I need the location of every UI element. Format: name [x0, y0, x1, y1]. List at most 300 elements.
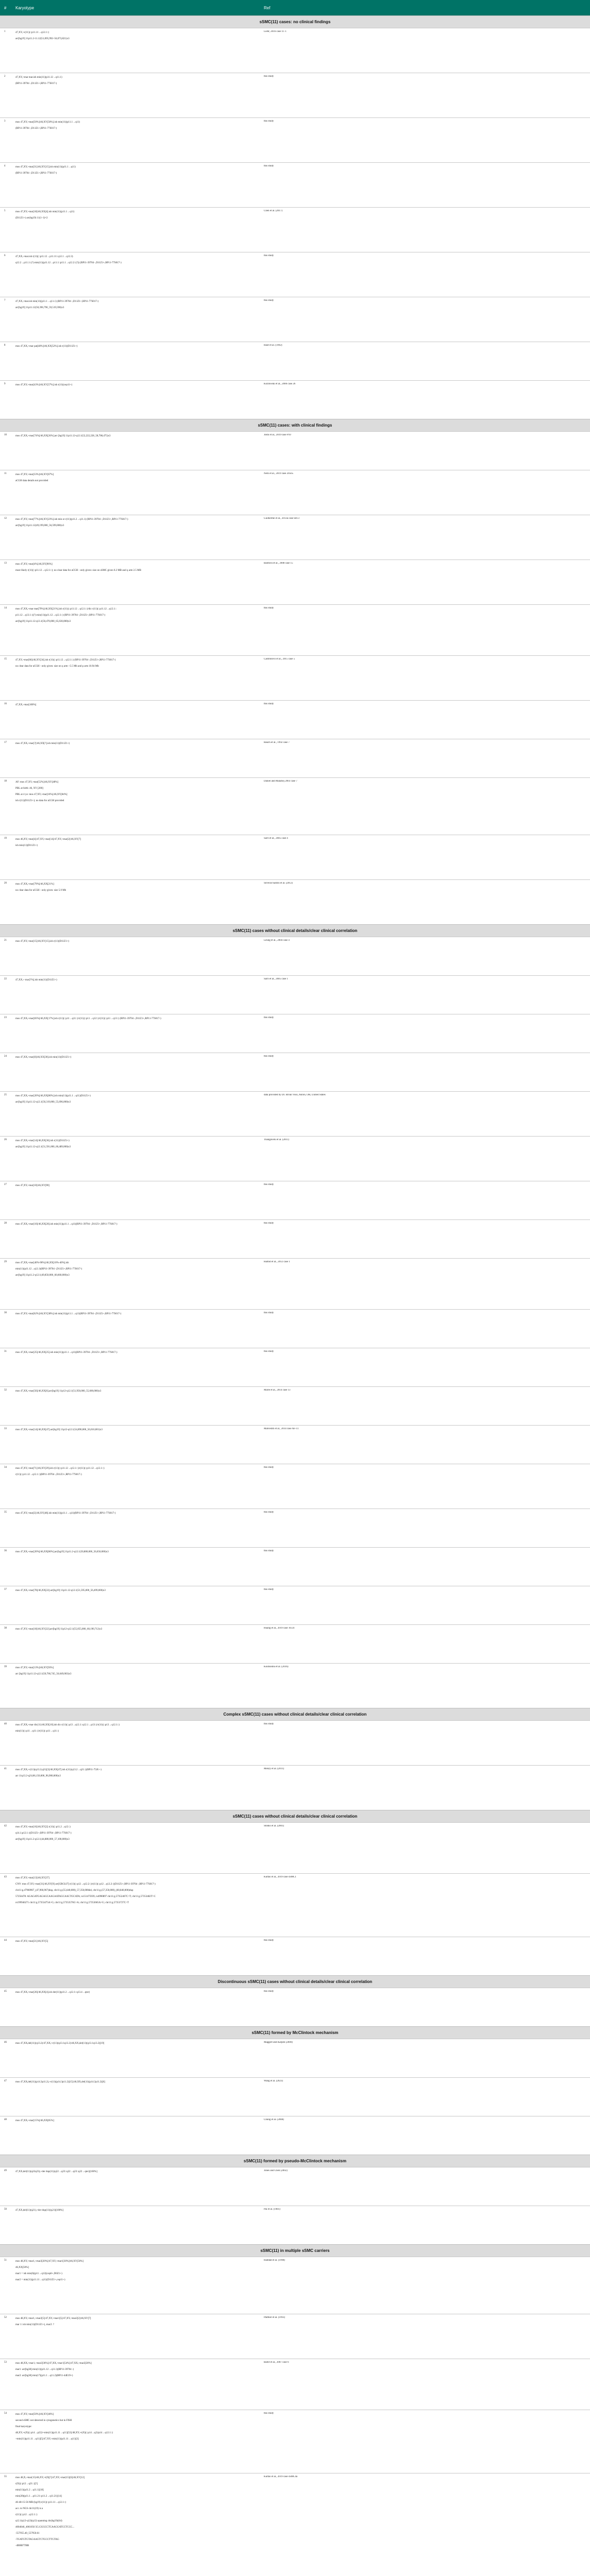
karyotype-cell	[15, 1016, 242, 1022]
table-row	[0, 975, 590, 1014]
row-number: 13	[4, 562, 7, 565]
table-row	[0, 937, 590, 975]
reference-cell: data provided by Dr. Istvan Vissi, Akron, OH, United States	[264, 1094, 326, 1096]
table-row	[0, 2116, 590, 2155]
row-number: 40	[4, 1723, 7, 1725]
row-number: 54	[4, 2412, 7, 2415]
row-number: 10	[4, 434, 7, 436]
reference-cell: this study	[264, 1312, 274, 1314]
karyotype-cell	[15, 702, 242, 708]
karyotype-line: mos 47,XX,+mar[83%]/46,XX[17%].ish r(11)(::p11→q11::)/r(11)(::p11→q12::)/r(11)(::p11→q13::) (RP11-39704 -,D11Z1+,RP11-77S017-)	[15, 1018, 161, 1020]
karyotype-line: mos 47,XY,+mar[15]/46,XY[15].ish r(11)(D11Z1+)	[15, 940, 70, 943]
karyotype-line: AF: mos 47,XY,+mar[52%]/46,XY[48%]	[15, 781, 59, 784]
reference-cell: this study	[264, 299, 274, 302]
reference-cell: Nelli et al., 2019 case 20565	[264, 472, 294, 475]
karyotype-line: 47,XX,del(11)(q21),+der dup(11)(q21)[100%]	[15, 2209, 63, 2212]
section-title: sSMC(11) formed by pseudo-McClintock mechanism	[0, 2155, 590, 2167]
karyotype-line: mar2 = min(11)(p11.11→q11)(D11Z1+,cep11+)	[15, 2279, 65, 2281]
table-row	[0, 879, 590, 924]
reference-cell: Thangavelu et al. (2011)	[264, 1139, 289, 1141]
row-number: 49	[4, 2170, 7, 2172]
karyotype-cell	[15, 2041, 242, 2047]
row-number: 48	[4, 2119, 7, 2121]
table-row	[0, 1091, 590, 1136]
row-number: 6	[4, 255, 6, 257]
table-row	[0, 2257, 590, 2314]
karyotype-line: mos 47,XY,+mar[13%]/46,XY[93%]	[15, 1667, 54, 1669]
row-number: 22	[4, 978, 7, 980]
karyotype-line: mar2: arr[hg38] min(17)(p11.1→q11.2)(RP11-44E19+)	[15, 2375, 73, 2377]
karyotype-line: mos 47,XY,+mar[50%]/46,XY[46%]	[15, 2413, 54, 2416]
karyotype-cell	[15, 1222, 242, 1228]
table-row	[0, 2077, 590, 2116]
row-number: 30	[4, 1312, 7, 1314]
reference-cell: this study	[264, 255, 274, 257]
reference-cell: Castronovo et al., 2015 case 5	[264, 658, 295, 660]
reference-cell: Silveira-Santos et al. (2012)	[264, 882, 293, 885]
karyotype-cell	[15, 2475, 242, 2549]
table-row	[0, 470, 590, 515]
section-title: sSMC(11) cases without clinical details/clear clinical correlation	[0, 924, 590, 937]
row-number: 20	[4, 882, 7, 885]
karyotype-cell	[15, 2079, 242, 2086]
row-number: 47	[4, 2080, 7, 2082]
reference-cell: this study	[264, 2412, 274, 2415]
reference-cell: Chen et al. (2017)	[264, 210, 283, 212]
karyotype-line: aCGH data details not provided	[15, 480, 48, 482]
karyotype-line: min(11)(p11.12→q12.1)(RP11-39704 -,D11Z1+,RP11-77S017-)	[15, 1268, 82, 1270]
karyotype-line: mos 48,XY,+mar1,+mar2[5]/47,XY,+mar1[5]/47,XY,+mar2[2]/46,XY[7]	[15, 2317, 91, 2320]
reference-cell: Maggert and Karpen (2000)	[264, 2041, 293, 2044]
karyotype-line: arr [hg19] 11p11.12-q12.1(50,766,745_56,649,003)x3	[15, 1673, 72, 1675]
karyotype-line: (RP11-39704 -,D11Z1+,RP11-77S017-)	[15, 127, 57, 130]
karyotype-line: (RP11-39704 -,D11Z1+,RP11-77S017-)	[15, 82, 57, 85]
karyotype-line: most likely r(11)(::p11.12→q12.1::); no clear data for aCGH - only given: size on sSMC given 0.2 MB and q arm 2.5 MB	[15, 569, 141, 572]
karyotype-cell	[15, 1260, 242, 1279]
karyotype-cell	[15, 1093, 242, 1106]
table-row	[0, 1219, 590, 1258]
karyotype-line: (RP11-39704 -,D11Z1+,RP11-77S017-)	[15, 172, 57, 175]
karyotype-line: p11.12→q13.1::)(?) min(11)(p11.12→q12.1::) (RP11-39704 -,D11Z1+,RP11-77S017-)	[15, 614, 106, 617]
karyotype-line: mos 47,XY,+mar[71]/46,XY[29].ish r(11)(::p11.12→q12.1::)/r(11)(::p11.12→q12.1::)	[15, 1467, 105, 1470]
reference-cell: this study	[264, 1055, 274, 1058]
karyotype-cell	[15, 2208, 242, 2214]
karyotype-line: 47,XX,del(11)(q22q23),+der dup(11)(q22→q23::q22→q23::q22→qter)[100%]	[15, 2171, 97, 2173]
row-number: 5	[4, 210, 6, 212]
reference-cell: Haddad et al. (1998)	[264, 2259, 285, 2262]
karyotype-cell	[15, 1466, 242, 1478]
karyotype-line: arr[hg19] 11p11.2-q12.1(49,850,000_60,660,000)x3	[15, 1274, 70, 1277]
karyotype-line: mos 47,XY,+mar[31]/46,XY[15].ish min(11)(p11.1→q11)	[15, 166, 76, 168]
reference-cell: Pai et al. (1981)	[264, 2208, 280, 2211]
row-number: 41	[4, 1768, 7, 1770]
row-number: 9	[4, 383, 6, 385]
karyotype-line: mos 47,XX,+mar[79%]/46,XX[21%]	[15, 883, 54, 886]
table-row	[0, 1309, 590, 1348]
table-row	[0, 1586, 590, 1624]
karyotype-cell	[15, 299, 242, 311]
reference-cell: Chung et al. (2008)	[264, 2119, 284, 2121]
karyotype-line: arr[hg19] 11p11.2-11.12(51,095,992–56,073,821)x3	[15, 38, 70, 40]
row-number: 1	[4, 30, 6, 33]
row-number: 25	[4, 1094, 7, 1096]
table-row	[0, 515, 590, 560]
karyotype-line: arr[hg19] 11p11.12-q12.1(51,591,000_60,489,000)x3	[15, 1146, 71, 1148]
row-number: 17	[4, 741, 7, 744]
karyotype-line: acc. to NGS chr11(19) is a	[15, 2507, 43, 2510]
karyotype-cell	[15, 1055, 242, 1061]
reference-cell: this study	[264, 1990, 274, 1993]
table-row	[0, 380, 590, 419]
reference-cell: this study	[264, 1222, 274, 1225]
table-row	[0, 2410, 590, 2473]
karyotype-line: PBL at 4 yo: mos 47,XY,+mar[16%]/46,XY[84%]	[15, 793, 68, 796]
karyotype-line: mar1 = ish min(6)(p11→q12)(cep6+,D6Z1+)	[15, 2273, 62, 2275]
section-title: sSMC(11) cases without clinical details/clear clinical correlation	[0, 1810, 590, 1823]
karyotype-line: mos 47,XX,+mar[20%]/46,XX[80%].arr[hg19] 11p11.2-q12.1(50,800,000_56,650,000)x3	[15, 1551, 109, 1553]
karyotype-line: q12.1(q12-q12)(q12) spanning chr(hg19)(64)	[15, 2520, 62, 2522]
karyotype-cell	[15, 472, 242, 484]
karyotype-line: no clear data for aCGH - only given: size 5.9 Mb	[15, 889, 66, 892]
row-number: 39	[4, 1666, 7, 1668]
row-number: 16	[4, 703, 7, 705]
karyotype-cell	[15, 1767, 242, 1780]
karyotype-line: mos 47,XX,+mar[26]/46,XX[4].ish der(11)(p11.2→q12.1::q13.4→qter)	[15, 1991, 90, 1994]
karyotype-cell	[15, 1588, 242, 1594]
reference-cell: this study	[264, 1183, 274, 1186]
karyotype-line: 47,XX,+mar.ish min(11)(p11.1→q11.1) (RP11-39704 -,D11Z1+,RP11-77S017-)	[15, 300, 99, 303]
karyotype-line: mos 47,XX,+mar[40%-90%]/46,XX[10%-40%].ish	[15, 1262, 69, 1264]
row-number: 11	[4, 472, 7, 475]
table-row	[0, 297, 590, 342]
reference-cell: this study	[264, 165, 274, 167]
row-number: 44	[4, 1939, 7, 1942]
karyotype-line: q14.1;p12.1::)(D11Z1+,RP11-39704 -,RP11-77S017-)	[15, 1832, 72, 1835]
reference-cell: Sarri et al., 2005 case 4	[264, 837, 288, 840]
karyotype-line: mos 47,XX,del(11)(p14.3p11.2),+r(11)(p14.3p11.2)[15]/46,XX,del(11)(p14.3p11.2)[6]	[15, 2081, 105, 2083]
table-row	[0, 2039, 590, 2077]
karyotype-cell	[15, 1388, 242, 1395]
table-row	[0, 739, 590, 777]
karyotype-cell	[15, 2361, 242, 2379]
karyotype-line: 47,XY,+mar mat.ish min(11)(p11.12→q11.1)	[15, 76, 62, 79]
table-row	[0, 1464, 590, 1509]
reference-cell: Kurtas et al., 2019 case sSMC4a	[264, 2476, 298, 2478]
karyotype-line: mos 47,XY,+mar[18]/46,XY[22].arr[hg19] 11p12-q12.1(55,055,000_60,190,712)x3	[15, 1628, 103, 1631]
karyotype-line: mos 47,XX,+mar[74%]/46,XX[26%].arr [hg19] 11p11.12-q12.1(52,222,228_58,708,475)x3	[15, 435, 111, 437]
row-number: 43	[4, 1876, 7, 1878]
table-row	[0, 777, 590, 835]
row-number: 36	[4, 1550, 7, 1552]
karyotype-line: mos 47,XX,+mar[14]/46,XX[47].arr[hg19] 11p12-q12.1(54,890,000_56,010,001)x3	[15, 1429, 103, 1431]
table-row	[0, 162, 590, 207]
reference-cell: Joshi et al., 2019 case P10	[264, 434, 291, 436]
karyotype-cell	[15, 30, 242, 42]
karyotype-line: r(11)(::p11.12→q12.1::)(RP11-39704 -,D11Z1+,RP11-77S017-)	[15, 1473, 82, 1476]
karyotype-cell	[15, 977, 242, 984]
karyotype-cell	[15, 2412, 242, 2443]
karyotype-line: mos 47,XX,+mar[56]/46,XX[6].arr[hg19] 11p12-q12.1(51,950,000_55,600,000)x3	[15, 1390, 102, 1393]
reference-cell: Plattner et al. (1993)	[264, 2316, 285, 2319]
karyotype-line: mos 47,XY,+mar[2]/46,XY[48].ish min(11)(p11.1→q11)(RP11-39704 -,D11Z1+,RP11-77S017-)	[15, 1512, 116, 1515]
karyotype-line: mos 46,XY,+mar[4]/47,XY,+mar[14]/47,XY,+mar[2]/46,XY[7]	[15, 838, 81, 841]
reference-cell: Liehr, 2016 case 11–1	[264, 30, 287, 33]
karyotype-line: +min(11)(p11.11→q11)[5]/47,XY,+min(11)(p11.11→q11)[3]	[15, 2438, 79, 2441]
row-number: 33	[4, 1428, 7, 1430]
karyotype-line: mos 47,XX,+mar[20%]/46,XX[80%].ish min(11)(p11.1→q11)(D11Z1+)	[15, 1095, 91, 1097]
karyotype-cell	[15, 1549, 242, 1555]
reference-cell: Kurtas et al., 2019 case sSMC1	[264, 1876, 296, 1878]
karyotype-line: final karyotype:	[15, 2426, 32, 2428]
table-row	[0, 1509, 590, 1547]
karyotype-line: 47,XX,+ mar[?%].ish min(11)(D11Z1+)	[15, 979, 57, 981]
header-num: #	[4, 6, 7, 10]
table-row	[0, 1873, 590, 1937]
karyotype-line: -TGATGTGTAGAAGTCTGCCTTGTAG	[15, 2538, 59, 2541]
karyotype-line: mos 47,XX,+mar[10]/46,XX[20].ish min(11)(p11.1→q11)(RP11-39704 -,D11Z1+,RP11-77S017-)	[15, 1223, 117, 1226]
karyotype-line: arr[hg19] 11p11.12(49,199,000_56,599,000)x3	[15, 524, 64, 527]
karyotype-line: mos 47,XX,+mar[78]/46,XX[22].arr[hg19] 11p11.12-q12.1(51,595,000_56,499,000)x3	[15, 1589, 106, 1592]
table-row	[0, 1822, 590, 1873]
karyotype-line: mos 48,XY,+mar1,+mar2[20%]/47,XY,+mar1[30%]/46,XY[50%]	[15, 2260, 84, 2263]
row-number: 34	[4, 1466, 7, 1469]
karyotype-line: mos 47,XY,+mar[13]/46,XY[37]	[15, 1877, 49, 1879]
table-row	[0, 604, 590, 655]
karyotype-cell	[15, 1350, 242, 1356]
table-row	[0, 2206, 590, 2244]
row-number: 51	[4, 2259, 7, 2262]
row-number: 37	[4, 1588, 7, 1591]
karyotype-cell	[15, 1183, 242, 1189]
karyotype-cell	[15, 2118, 242, 2124]
karyotype-line: CNV: mos 47,XY,+mar[31]/46,XY[9] arr[GRCh37] r(11)(::p12→q12.2::)/r(11)(::p12→q12.2::)(D11Z1+,RP11-39704 -,RP11-77S017-)	[15, 1883, 156, 1886]
table-row	[0, 1258, 590, 1309]
reference-cell: this study	[264, 1723, 274, 1725]
karyotype-line: mos 47,XX,+mar pat[48%]/46,XX[52%].ish r(11)(D11Z1+)	[15, 345, 78, 348]
row-number: 31	[4, 1350, 7, 1353]
header-karyotype: Karyotype	[15, 6, 35, 10]
reference-cell: Stonks et al. (2001)	[264, 1825, 284, 1827]
reference-cell: this study	[264, 703, 274, 705]
karyotype-line: arr[hg19] 11p11.12-q13.1(50,470,000_65,630,000)x3	[15, 620, 71, 623]
header-ref: Ref	[264, 6, 271, 10]
row-number: 15	[4, 658, 7, 660]
karyotype-cell	[15, 1511, 242, 1517]
karyotype-cell	[15, 1626, 242, 1633]
table-row	[0, 1181, 590, 1219]
reference-cell: Leung et al., 2004 case 4	[264, 939, 290, 942]
table-row	[0, 28, 590, 73]
table-row	[0, 1720, 590, 1765]
table-row	[0, 1053, 590, 1091]
row-number: 14	[4, 607, 7, 609]
karyotype-line: min(11)(p11.2→q11.1)[18]	[15, 2489, 44, 2492]
reference-cell: Guilherme et al., 2013a case Sm-3	[264, 517, 300, 520]
karyotype-line: r(X)(::p12→q21::)[?]	[15, 2483, 38, 2485]
karyotype-line: mos 47,XX,del(11)(q13.2)/47,XX,+r(11)(q13.1q13.2)/46,XX,del(11)(q13.1q13.2)[19]	[15, 2042, 105, 2045]
reference-cell: this study	[264, 1511, 274, 1514]
karyotype-line: mos 47,XY,+mar[77%]/46,XY[23%].ish min or r(11)(p11.2→q11.1) (RP11-39704 -,D11Z1+,RP11-77S017-)	[15, 518, 128, 521]
karyotype-line: arr 11q13.2-q21(66,150,000_96,900,000)x3	[15, 1775, 61, 1777]
karyotype-line: q12.2→p11.1::(?) min(11)(p11.12→p11.1::p11.1→q12.2::(?)) (RP11-39704 -,D11Z1+,RP11-77S017-)	[15, 262, 122, 264]
row-number: 35	[4, 1511, 7, 1514]
karyotype-line: mos 47,XX,+mar dic(11)/46,XX[10].ish dic r(11)(::p13→q12.1::q12.1→p13::)/r(11)(::p13→q12.1::)	[15, 1724, 120, 1726]
karyotype-cell	[15, 1990, 242, 1996]
karyotype-line: mos 47,XY,+mar[33%]/46,XY[67%]	[15, 473, 54, 476]
table-row	[0, 252, 590, 297]
table-row	[0, 2167, 590, 2206]
row-number: 19	[4, 837, 7, 840]
reference-cell: Ballif et al., 2007 case 6	[264, 2361, 289, 2364]
reference-cell: Wang et al. (2023)	[264, 2080, 283, 2082]
reference-cell: Hauf et al. (1992)	[264, 344, 282, 347]
karyotype-cell	[15, 1939, 242, 1945]
reference-cell: this study	[264, 120, 274, 123]
karyotype-line: arr[hg19] 11p11.12(50,396,790_59,519,590)x3	[15, 307, 64, 309]
table-row	[0, 73, 590, 117]
karyotype-cell	[15, 209, 242, 222]
karyotype-cell	[15, 1665, 242, 1677]
reference-cell: this study	[264, 1550, 274, 1552]
karyotype-cell	[15, 344, 242, 350]
reference-cell: Malvestiti et al., 2014 case AF-11	[264, 1428, 299, 1430]
table-row	[0, 1765, 590, 1810]
table-row	[0, 1348, 590, 1386]
reference-cell: this study	[264, 1939, 274, 1942]
table-row	[0, 1937, 590, 1975]
table-row	[0, 1624, 590, 1663]
karyotype-line: mos 47,XX,+mar[25]/46,XX[25].ish min(11)(p11.1→q11)(RP11-39704 -,D11Z1+,RP11-77S017-)	[15, 1351, 117, 1354]
row-number: 50	[4, 2208, 7, 2211]
karyotype-line: 46-48-15-56 MB (hg19) r(11)(::p11.11→q12.1::)	[15, 2501, 66, 2504]
reference-cell: Kozlowski et al., 2006 case 26	[264, 383, 296, 385]
karyotype-cell	[15, 164, 242, 177]
table-row	[0, 1663, 590, 1708]
karyotype-line: mos 47,XY,+mar[50%]/46,XY[50%].ish min(11)(p11.1→q11)	[15, 121, 80, 124]
karyotype-line: arr[hg19] 11p11.12-q12.1(50,319,000_55,696,000)x3	[15, 1101, 71, 1104]
karyotype-line: no clear data for aCGH - only given: size on q arm ~5.5 Mb and p arm 10.94 Mb	[15, 665, 99, 668]
row-number: 29	[4, 1261, 7, 1263]
karyotype-line: 47,XX,+mar[100%]	[15, 704, 37, 706]
reference-cell: this study	[264, 607, 274, 609]
karyotype-cell	[15, 1824, 242, 1843]
karyotype-line: mos 47,XX,+r(11)(q13.2;q21)[3]/46,XX[47].ish r(11)(q13.2→q21::)(RP11-75J6 +)	[15, 1769, 102, 1771]
reference-cell: this study	[264, 1350, 274, 1353]
karyotype-cell	[15, 1722, 242, 1735]
reference-cell: Marle et al., 2014 case 13	[264, 1389, 291, 1392]
karyotype-line: mos 48,X,+mar(15)/46,XY,+i(9)[?]/47,XY,+mar(15)[6]/46,XY[12]	[15, 2477, 85, 2479]
row-number: 42	[4, 1825, 7, 1827]
karyotype-cell	[15, 2259, 242, 2283]
karyotype-line: chr11:g.47960967_(47,960,967)dup, chr11:g.(55,640,000)_57,350,000del, chr11:g.(57,350,000)_(60,840,000)dup	[15, 1889, 133, 1892]
row-number: 27	[4, 1183, 7, 1186]
karyotype-line: min(11)(::p11→q11::)/r(11)(::p11→q11::)	[15, 1730, 59, 1733]
row-number: 3	[4, 120, 6, 123]
section-title: Discontinuous sSMC(11) cases without clinical details/clear clinical correlation	[0, 1975, 590, 1988]
reference-cell: Koutsodou et al. (2016)	[264, 1666, 289, 1668]
table-row	[0, 2314, 590, 2359]
karyotype-cell	[15, 562, 242, 574]
reference-cell: Rauch et al., 1992 case 7	[264, 741, 290, 744]
table-header	[0, 0, 590, 15]
karyotype-line: ish min(11)(D11Z1+)	[15, 844, 38, 847]
karyotype-cell	[15, 882, 242, 894]
karyotype-line: mos 47,XX,+mar[8]/46,XX[30].ish min(11)(D11Z1+)	[15, 1056, 72, 1059]
karyotype-line: min(20)(p11.1→p11.21::p11.2→q11.21)[14]	[15, 2495, 62, 2498]
reference-cell: Baldwin et al., 2008 case 15	[264, 562, 293, 565]
row-number: 28	[4, 1222, 7, 1225]
karyotype-cell	[15, 1427, 242, 1433]
karyotype-cell	[15, 1311, 242, 1317]
karyotype-cell	[15, 657, 242, 670]
karyotype-line: mos 47,XY,+mar[21]/46,XY[5]	[15, 1940, 48, 1943]
karyotype-cell	[15, 2316, 242, 2328]
karyotype-line: mos 47,XY,+mar[43%]/46,XY[57%].ish r(11)(cep11+)	[15, 384, 73, 386]
karyotype-cell	[15, 433, 242, 439]
section-title: sSMC(11) in multiple sSMC carriers	[0, 2244, 590, 2257]
row-number: 46	[4, 2041, 7, 2044]
karyotype-cell	[15, 254, 242, 266]
karyotype-line: -4BBB7TBB	[15, 2545, 29, 2547]
reference-cell: Huang et al., 2019 case 16/24	[264, 1627, 295, 1630]
row-number: 12	[4, 517, 7, 520]
karyotype-line: mos 47,XY,+mar[16]/46,XY[2] r(11)(::p11.2→q12::)	[15, 1826, 71, 1828]
row-number: 8	[4, 344, 6, 347]
row-number: 53	[4, 2361, 7, 2364]
reference-cell: this study	[264, 75, 274, 78]
karyotype-line: mos 47,XY,+mar[10]/46,XY[90]	[15, 1184, 49, 1187]
section-title: sSMC(11) cases: with clinical findings	[0, 419, 590, 432]
karyotype-line: r(11)(::p12→q12.1::)	[15, 2514, 38, 2516]
row-number: 4	[4, 165, 6, 167]
table-row	[0, 1988, 590, 2026]
table-row	[0, 835, 590, 879]
karyotype-line: mar 1: ish min(11)(D11Z1+), mar2: ?	[15, 2324, 54, 2326]
row-number: 45	[4, 1990, 7, 1993]
karyotype-cell	[15, 517, 242, 529]
reference-cell: this study	[264, 1016, 274, 1019]
karyotype-cell	[15, 382, 242, 388]
karyotype-line: mar1: arr[hg38] min(11)(p11.12→q11.1)(RP11-39704 -)	[15, 2368, 74, 2371]
table-row	[0, 1136, 590, 1181]
row-number: 38	[4, 1627, 7, 1630]
reference-cell: Menzy et al. (2011)	[264, 1768, 284, 1770]
row-number: 2	[4, 75, 6, 78]
reference-cell: this study	[264, 1466, 274, 1469]
row-number: 32	[4, 1389, 7, 1392]
karyotype-line: 47,XX,+mar.ish r(11)(::p11.12→p11.11::q12.1→q12.3)	[15, 256, 73, 258]
table-row	[0, 2473, 590, 2576]
karyotype-line: ish r(11)(D11Z1+); no data for aCGH provided	[15, 800, 64, 802]
karyotype-cell	[15, 1875, 242, 1906]
karyotype-cell	[15, 606, 242, 625]
row-number: 23	[4, 1016, 7, 1019]
section-title: sSMC(11) cases: no clinical findings	[0, 15, 590, 28]
table-row	[0, 207, 590, 252]
karyotype-cell	[15, 741, 242, 747]
karyotype-line: 48,XY,+r(X)(::p14→p22)/+min(11)(p11.11→q11)[53]/48,XY,+r(X)(::p14→q2)/p14→q12.1::)	[15, 2432, 113, 2434]
table-row	[0, 1547, 590, 1586]
table-row	[0, 560, 590, 604]
row-number: 26	[4, 1139, 7, 1141]
reference-cell: this study	[264, 1588, 274, 1591]
table-row	[0, 1014, 590, 1053]
reference-cell: Sarri et al., 2005 case 1	[264, 978, 288, 980]
reference-cell: Hamid et al., 2012 case 1	[264, 1261, 290, 1263]
karyotype-line: (D11Z1+) arr(hg19) 11(1–1)×2	[15, 217, 48, 219]
karyotype-line: rs199946271 chr11:g.57353475A>G; chr11:g.57353576G>A; chr11:g.57353665A>G; chr11:g.57353727C>T	[15, 1902, 129, 1904]
karyotype-cell	[15, 120, 242, 132]
